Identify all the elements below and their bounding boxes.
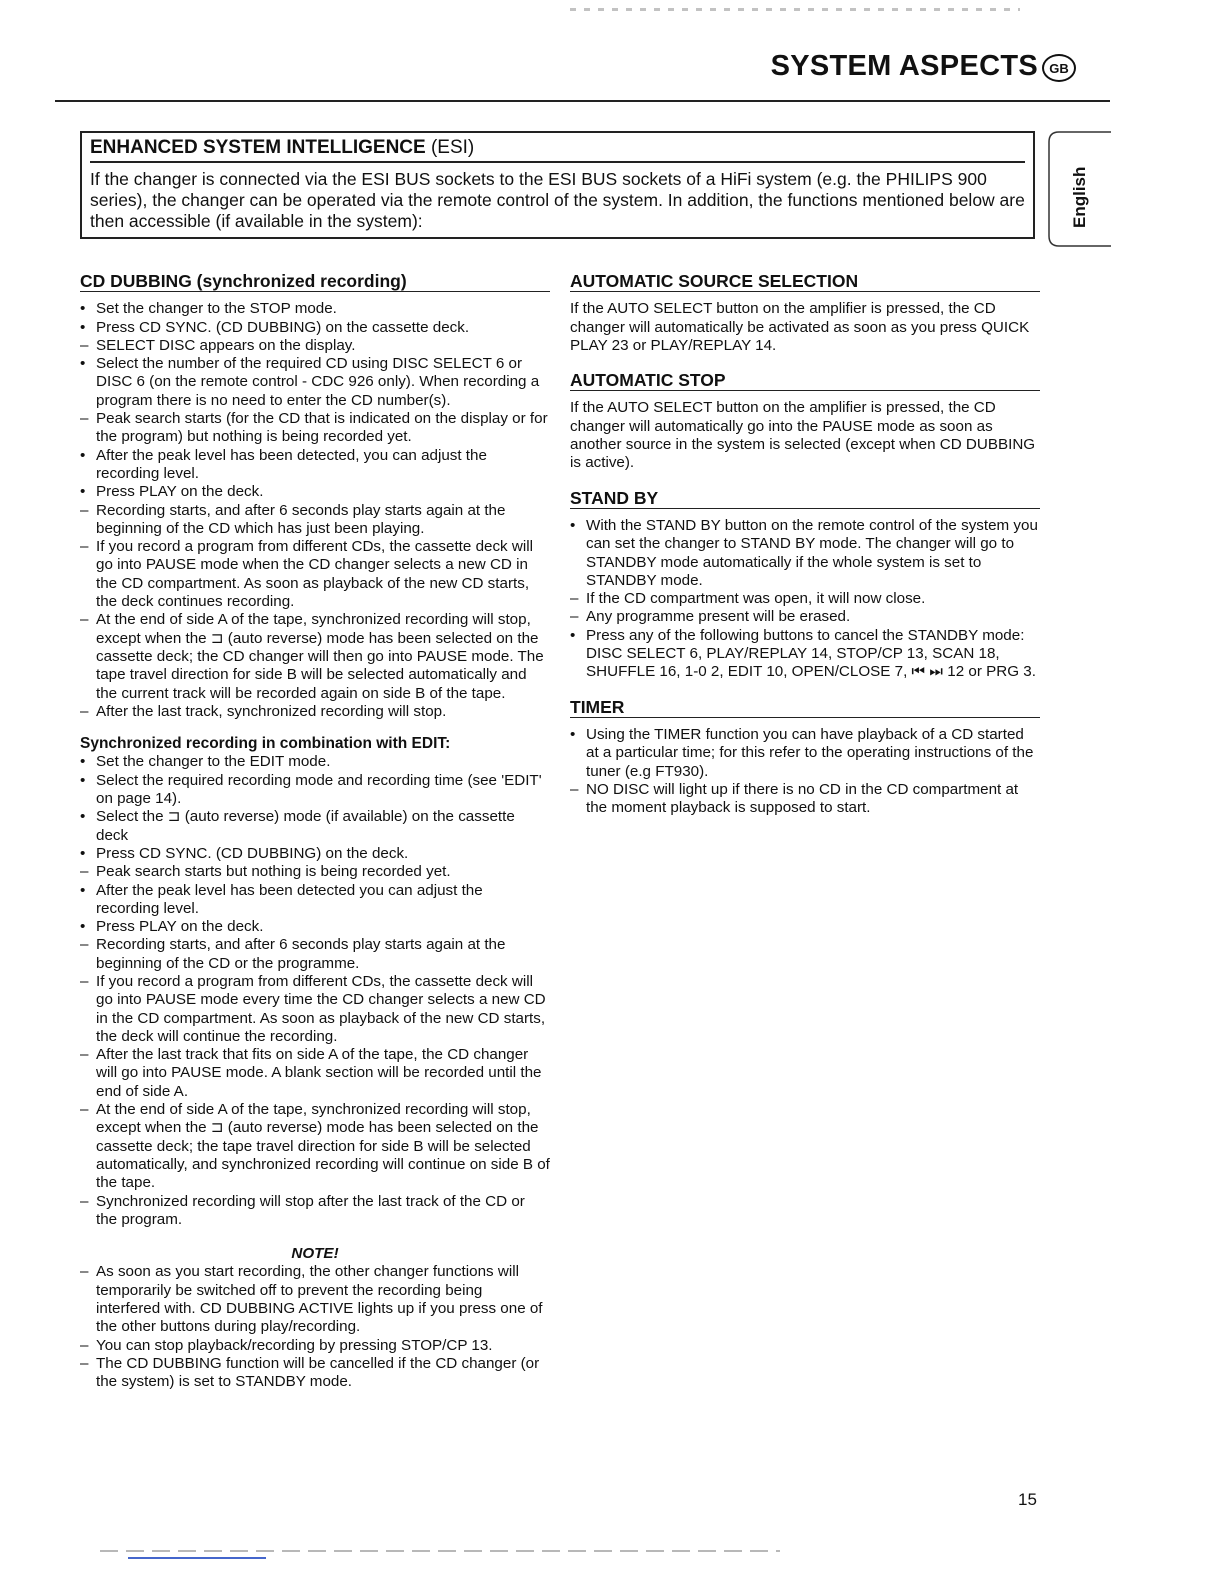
bullet-marker: • xyxy=(80,753,86,771)
list-item xyxy=(80,502,550,539)
list-item xyxy=(80,611,550,702)
auto-stop-heading: AUTOMATIC STOP xyxy=(570,371,1040,391)
dash-marker: – xyxy=(570,590,579,608)
list-item xyxy=(570,726,1040,781)
list-item-text: NO DISC will light up if there is no CD in the CD compartment at the moment playback is supposed to start. xyxy=(586,780,1019,817)
esi-title xyxy=(90,137,474,159)
list-item xyxy=(80,538,550,611)
list-item xyxy=(80,863,550,881)
auto-source-heading: AUTOMATIC SOURCE SELECTION xyxy=(570,272,1040,292)
auto-source-text: If the AUTO SELECT button on the amplifier is pressed, the CD changer will automatically be activated as soon as you press QUICK PLAY 23 or PLAY/REPLAY 14. xyxy=(570,300,1030,354)
list-item xyxy=(570,627,1040,682)
list-item xyxy=(80,447,550,484)
bullet-marker: • xyxy=(80,318,86,336)
list-item xyxy=(570,517,1040,590)
list-item xyxy=(80,337,550,355)
dash-marker: – xyxy=(80,972,89,990)
scan-artifact-top xyxy=(570,8,1020,11)
list-item xyxy=(80,1263,550,1336)
dash-marker: – xyxy=(80,611,89,629)
list-item-text: Any programme present will be erased. xyxy=(586,608,851,626)
cd-dubbing-heading: CD DUBBING (synchronized recording) xyxy=(80,272,550,292)
list-item-text: After the peak level has been detected, you can adjust the recording level. xyxy=(96,446,487,482)
bullet-marker: • xyxy=(80,881,86,899)
list-item-text: Synchronized recording will stop after the last track of the CD or the program. xyxy=(96,1192,525,1228)
list-item-text: Press PLAY on the deck. xyxy=(96,918,264,936)
list-item-text: Peak search starts but nothing is being recorded yet. xyxy=(96,863,451,881)
esi-text: If the changer is connected via the ESI BUS sockets to the ESI BUS sockets of a HiFi system (e.g. the PHILIPS 900 series), the changer can be operated via the remote control of the system. In addition, the functions mentioned below are then accessible (if available in the system): xyxy=(90,169,1025,231)
list-item xyxy=(80,1101,550,1192)
stand-by-list xyxy=(570,517,1040,682)
list-item-text: Select the number of the required CD using DISC SELECT 6 or DISC 6 (on the remote control - CDC 926 only). When recording a program there is no need to enter the CD number(s). xyxy=(96,355,540,409)
list-item-text: Press CD SYNC. (CD DUBBING) on the cassette deck. xyxy=(96,318,470,336)
list-item xyxy=(80,1193,550,1230)
bullet-marker: • xyxy=(80,808,86,826)
language-tab xyxy=(1045,130,1111,248)
list-item-text: With the STAND BY button on the remote control of the system you can set the changer to STAND BY mode. The changer will go to STANDBY mode automatically if the whole system is set to STANDBY mode. xyxy=(586,516,1038,589)
list-item-text: Select the required recording mode and recording time (see 'EDIT' on page 14). xyxy=(96,771,542,808)
bullet-marker: • xyxy=(80,446,86,464)
list-item-text: At the end of side A of the tape, synchronized recording will stop, except when the ⊐ (auto reverse) mode has been selected on the cassette deck; the CD changer will then go into PAUSE mode. The tape travel direction for side B will be selected automatically and the current track will be recorded again on side B of the tape. xyxy=(96,611,544,702)
list-item xyxy=(80,355,550,410)
list-item-text: The CD DUBBING function will be cancelled if the CD changer (or the system) is set to STANDBY mode. xyxy=(96,1354,540,1391)
list-item xyxy=(80,882,550,919)
timer-list xyxy=(570,726,1040,817)
list-item xyxy=(570,781,1040,818)
dash-marker: – xyxy=(80,936,89,954)
bullet-marker: • xyxy=(80,355,86,373)
dash-marker: – xyxy=(80,863,89,881)
scan-artifact-bottom xyxy=(100,1550,780,1552)
list-item-text: After the last track, synchronized recording will stop. xyxy=(96,702,447,720)
stand-by-heading: STAND BY xyxy=(570,489,1040,509)
list-item-text: Peak search starts (for the CD that is indicated on the display or for the program) but nothing is being recorded yet. xyxy=(96,410,548,446)
note-heading: NOTE! xyxy=(291,1245,339,1263)
page-number: 15 xyxy=(1018,1490,1037,1509)
dash-marker: – xyxy=(80,336,89,354)
list-item xyxy=(80,410,550,447)
list-item-text: Press PLAY on the deck. xyxy=(96,483,264,501)
list-item xyxy=(80,753,550,771)
esi-title-suffix: (ESI) xyxy=(430,137,475,158)
list-item-text: If you record a program from different CDs, the cassette deck will go into PAUSE mode every time the CD changer selects a new CD in the CD compartment. As soon as playback of the new CD starts, the deck will continue the recording. xyxy=(96,972,546,1045)
dash-marker: – xyxy=(80,702,89,720)
list-item-text: If the CD compartment was open, it will now close. xyxy=(586,590,926,608)
list-item-text: You can stop playback/recording by pressing STOP/CP 13. xyxy=(96,1336,493,1354)
list-item xyxy=(570,608,1040,626)
list-item xyxy=(80,1046,550,1101)
bullet-marker: • xyxy=(80,771,86,789)
list-item xyxy=(570,590,1040,608)
header-rule xyxy=(55,100,1110,102)
esi-title-bold: ENHANCED SYSTEM INTELLIGENCE xyxy=(90,137,426,158)
dash-marker: – xyxy=(80,1336,89,1354)
list-item xyxy=(80,845,550,863)
auto-stop-text: If the AUTO SELECT button on the amplifier is pressed, the CD changer will automatically go into the PAUSE mode as soon as another source in the system is selected (except when CD DUBBING is active). xyxy=(570,399,1036,472)
bullet-marker: • xyxy=(80,918,86,936)
list-item-text: Using the TIMER function you can have playback of a CD started at a particular time; for this refer to the operating instructions of the tuner (e.g FT930). xyxy=(586,725,1034,780)
dash-marker: – xyxy=(80,538,89,556)
bullet-marker: • xyxy=(570,725,576,743)
timer-heading: TIMER xyxy=(570,698,1040,718)
list-item xyxy=(80,808,550,845)
list-item-text: After the peak level has been detected you can adjust the recording level. xyxy=(96,881,483,917)
bullet-marker: • xyxy=(570,626,576,644)
dash-marker: – xyxy=(570,780,579,798)
sync-edit-heading: Synchronized recording in combination with EDIT: xyxy=(80,735,451,753)
bullet-marker: • xyxy=(570,516,576,534)
list-item xyxy=(80,1337,550,1355)
list-item xyxy=(80,936,550,973)
sync-edit-list xyxy=(80,753,550,1229)
dash-marker: – xyxy=(80,1101,89,1119)
list-item-text: Set the changer to the EDIT mode. xyxy=(96,753,331,771)
list-item-text: Set the changer to the STOP mode. xyxy=(96,300,337,318)
list-item xyxy=(80,918,550,936)
list-item xyxy=(80,703,550,721)
bullet-marker: • xyxy=(80,844,86,862)
esi-box xyxy=(80,131,1035,239)
dash-marker: – xyxy=(80,1192,89,1210)
dash-marker: – xyxy=(80,1354,89,1372)
list-item xyxy=(80,973,550,1046)
bullet-marker: • xyxy=(80,300,86,318)
note-list xyxy=(80,1263,550,1391)
list-item-text: Press CD SYNC. (CD DUBBING) on the deck. xyxy=(96,844,409,862)
dash-marker: – xyxy=(80,1263,89,1281)
dash-marker: – xyxy=(80,501,89,519)
list-item-text: Press any of the following buttons to cancel the STANDBY mode: DISC SELECT 6, PLAY/REPLAY 14, STOP/CP 13, SCAN 18, SHUFFLE 16, 1-0 2, EDIT 10, OPEN/CLOSE 7, ⏮ ⏭ 12 or PRG 3. xyxy=(586,626,1036,681)
list-item-text: At the end of side A of the tape, synchronized recording will stop, except when the ⊐ (auto reverse) mode has been selected on the cassette deck; the tape travel direction for side B will be selected automatically, and synchronized recording will continue on side B of the tape. xyxy=(96,1101,550,1192)
scan-artifact-blue-line xyxy=(128,1557,266,1559)
language-tab-label: English xyxy=(1070,166,1089,228)
list-item xyxy=(80,772,550,809)
list-item-text: Recording starts, and after 6 seconds play starts again at the beginning of the CD which has just been playing. xyxy=(96,501,506,537)
dash-marker: – xyxy=(80,410,89,428)
cd-dubbing-list xyxy=(80,300,550,721)
list-item xyxy=(80,1355,550,1392)
left-column xyxy=(80,272,550,1392)
list-item-text: Recording starts, and after 6 seconds play starts again at the beginning of the CD or the programme. xyxy=(96,936,506,972)
list-item-text: Select the ⊐ (auto reverse) mode (if available) on the cassette deck xyxy=(96,808,515,844)
right-column xyxy=(570,272,1040,817)
list-item xyxy=(80,319,550,337)
dash-marker: – xyxy=(80,1046,89,1064)
list-item xyxy=(80,300,550,318)
gb-language-badge: GB xyxy=(1042,54,1076,82)
list-item-text: As soon as you start recording, the other changer functions will temporarily be switched off to prevent the recording being interfered with. CD DUBBING ACTIVE lights up if you press one of the other buttons during play/recording. xyxy=(96,1263,543,1336)
page-title: SYSTEM ASPECTS xyxy=(770,50,1038,82)
esi-rule xyxy=(90,161,1025,163)
dash-marker: – xyxy=(570,608,579,626)
list-item-text: SELECT DISC appears on the display. xyxy=(96,336,356,354)
list-item-text: After the last track that fits on side A of the tape, the CD changer will go into PAUSE mode. A blank section will be recorded until the end of side A. xyxy=(96,1046,542,1100)
list-item xyxy=(80,483,550,501)
list-item-text: If you record a program from different CDs, the cassette deck will go into PAUSE mode when the CD changer selects a new CD in the CD compartment. As soon as playback of the new CD starts, the deck continues recording. xyxy=(96,538,533,611)
bullet-marker: • xyxy=(80,483,86,501)
